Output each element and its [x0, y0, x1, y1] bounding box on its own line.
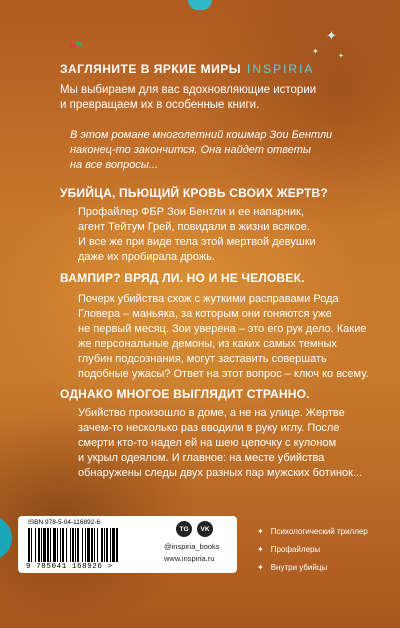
- header: [60, 62, 380, 76]
- genre-tag: [257, 540, 368, 558]
- body-line: И все же при виде тела этой мертвой девушки: [78, 236, 316, 248]
- quote-line: наконец-то закончится. Она найдет ответы: [70, 144, 312, 156]
- body-line: же персональные демоны, из каких самых темных: [78, 338, 337, 350]
- section-title: УБИЙЦА, ПЬЮЩИЙ КРОВЬ СВОИХ ЖЕРТВ?: [60, 186, 328, 200]
- barcode-bar: [28, 528, 30, 562]
- vk-icon[interactable]: VK: [197, 521, 213, 537]
- barcode-bar: [97, 528, 98, 562]
- barcode-bar: [112, 528, 115, 562]
- section-body: [78, 406, 374, 481]
- sparkle-icon: ✦: [312, 47, 319, 56]
- star-icon: ✦: [257, 544, 264, 554]
- tag-label: Профайлеры: [270, 544, 321, 554]
- barcode-bar: [94, 528, 95, 562]
- body-line: обнаружены следы двух разных пар мужских ботинок...: [78, 467, 363, 479]
- star-icon: ✦: [257, 562, 264, 572]
- body-line: агент Тейтум Грей, повидали в жизни всякое.: [78, 221, 310, 233]
- barcode-bar: [72, 528, 74, 562]
- website-link[interactable]: www.inspiria.ru: [164, 554, 215, 563]
- tag-label: Внутри убийцы: [270, 562, 328, 572]
- genre-tag: [257, 558, 368, 576]
- genre-tag: [257, 522, 368, 540]
- body-line: Гловера – маньяка, за которым они гоняются уже: [78, 308, 332, 320]
- body-line: даже их пробирала дрожь.: [78, 251, 215, 263]
- barcode: [28, 528, 154, 562]
- barcode-bar: [77, 528, 79, 562]
- genre-tags: [257, 522, 368, 576]
- barcode-bar: [75, 528, 76, 562]
- edge-tab: [0, 516, 12, 560]
- star-icon: ✦: [257, 526, 264, 536]
- barcode-bar: [47, 528, 49, 562]
- brand-name: INSPIRIA: [246, 62, 315, 76]
- quote-line: на все вопросы...: [70, 159, 159, 171]
- body-line: глубин подсознания, могут заставить совершать: [78, 353, 327, 365]
- isbn: ISBN 978-5-04-116892-6: [28, 519, 101, 526]
- body-line: Профайлер ФБР Зои Бентли и ее напарник,: [78, 206, 304, 218]
- barcode-bar: [41, 528, 42, 562]
- telegram-icon[interactable]: TG: [176, 521, 192, 537]
- barcode-bar: [70, 528, 71, 562]
- barcode-bar: [106, 528, 108, 562]
- barcode-bar: [85, 528, 86, 562]
- body-line: Почерк убийства схож с жуткими расправами Рода: [78, 293, 339, 305]
- sparkle-icon: ✦: [326, 29, 337, 44]
- section-title: ВАМПИР? ВРЯД ЛИ. НО И НЕ ЧЕЛОВЕК.: [60, 271, 305, 285]
- barcode-bar: [57, 528, 58, 562]
- bookmark-ribbon: [188, 0, 212, 10]
- section-body: [78, 292, 374, 382]
- tag-label: Психологический триллер: [270, 526, 368, 536]
- barcode-bar: [82, 528, 83, 562]
- barcode-bar: [43, 528, 46, 562]
- barcode-panel: [18, 516, 237, 573]
- social-handle[interactable]: @inspiria_books: [164, 542, 220, 551]
- barcode-bar: [91, 528, 93, 562]
- barcode-bar: [101, 528, 103, 562]
- logo-leaf-icon: [70, 42, 82, 50]
- barcode-bar: [50, 528, 51, 562]
- intro-text: [60, 83, 350, 113]
- barcode-bar: [31, 528, 32, 562]
- intro-line: Мы выбираем для вас вдохновляющие истории: [60, 84, 317, 96]
- barcode-bar: [62, 528, 64, 562]
- section-body: [78, 205, 374, 265]
- section-title: ОДНАКО МНОГОЕ ВЫГЛЯДИТ СТРАННО.: [60, 387, 310, 401]
- barcode-bar: [110, 528, 111, 562]
- barcode-bar: [87, 528, 90, 562]
- quote-line: В этом романе многолетний кошмар Зои Бентли: [70, 129, 333, 141]
- barcode-bar: [53, 528, 56, 562]
- barcode-bar: [66, 528, 67, 562]
- body-line: подобные ужасы? Ответ на этот вопрос – ключ ко всему.: [78, 368, 369, 380]
- sparkle-icon: ✦: [338, 52, 344, 60]
- barcode-bar: [60, 528, 61, 562]
- body-line: зачем-то несколько раз вводили в руку иглу. После: [78, 422, 340, 434]
- barcode-bar: [116, 528, 118, 562]
- body-line: и укрыл одеялом. И главное: на месте убийства: [78, 452, 325, 464]
- barcode-bar: [38, 528, 40, 562]
- header-title: ЗАГЛЯНИТЕ В ЯРКИЕ МИРЫ: [60, 62, 241, 76]
- social-block: [164, 521, 236, 563]
- barcode-bar: [35, 528, 36, 562]
- intro-line: и превращаем их в особенные книги.: [60, 99, 260, 111]
- teaser-quote: [70, 128, 360, 173]
- body-line: Убийство произошло в доме, а не на улице. Жертве: [78, 407, 345, 419]
- body-line: не первый месяц. Зои уверена – это его рук дело. Какие: [78, 323, 367, 335]
- body-line: смерти кто-то надел ей на шею цепочку с кулоном: [78, 437, 337, 449]
- barcode-bar: [104, 528, 105, 562]
- ean-number: 9 785041 168926 >: [26, 563, 113, 571]
